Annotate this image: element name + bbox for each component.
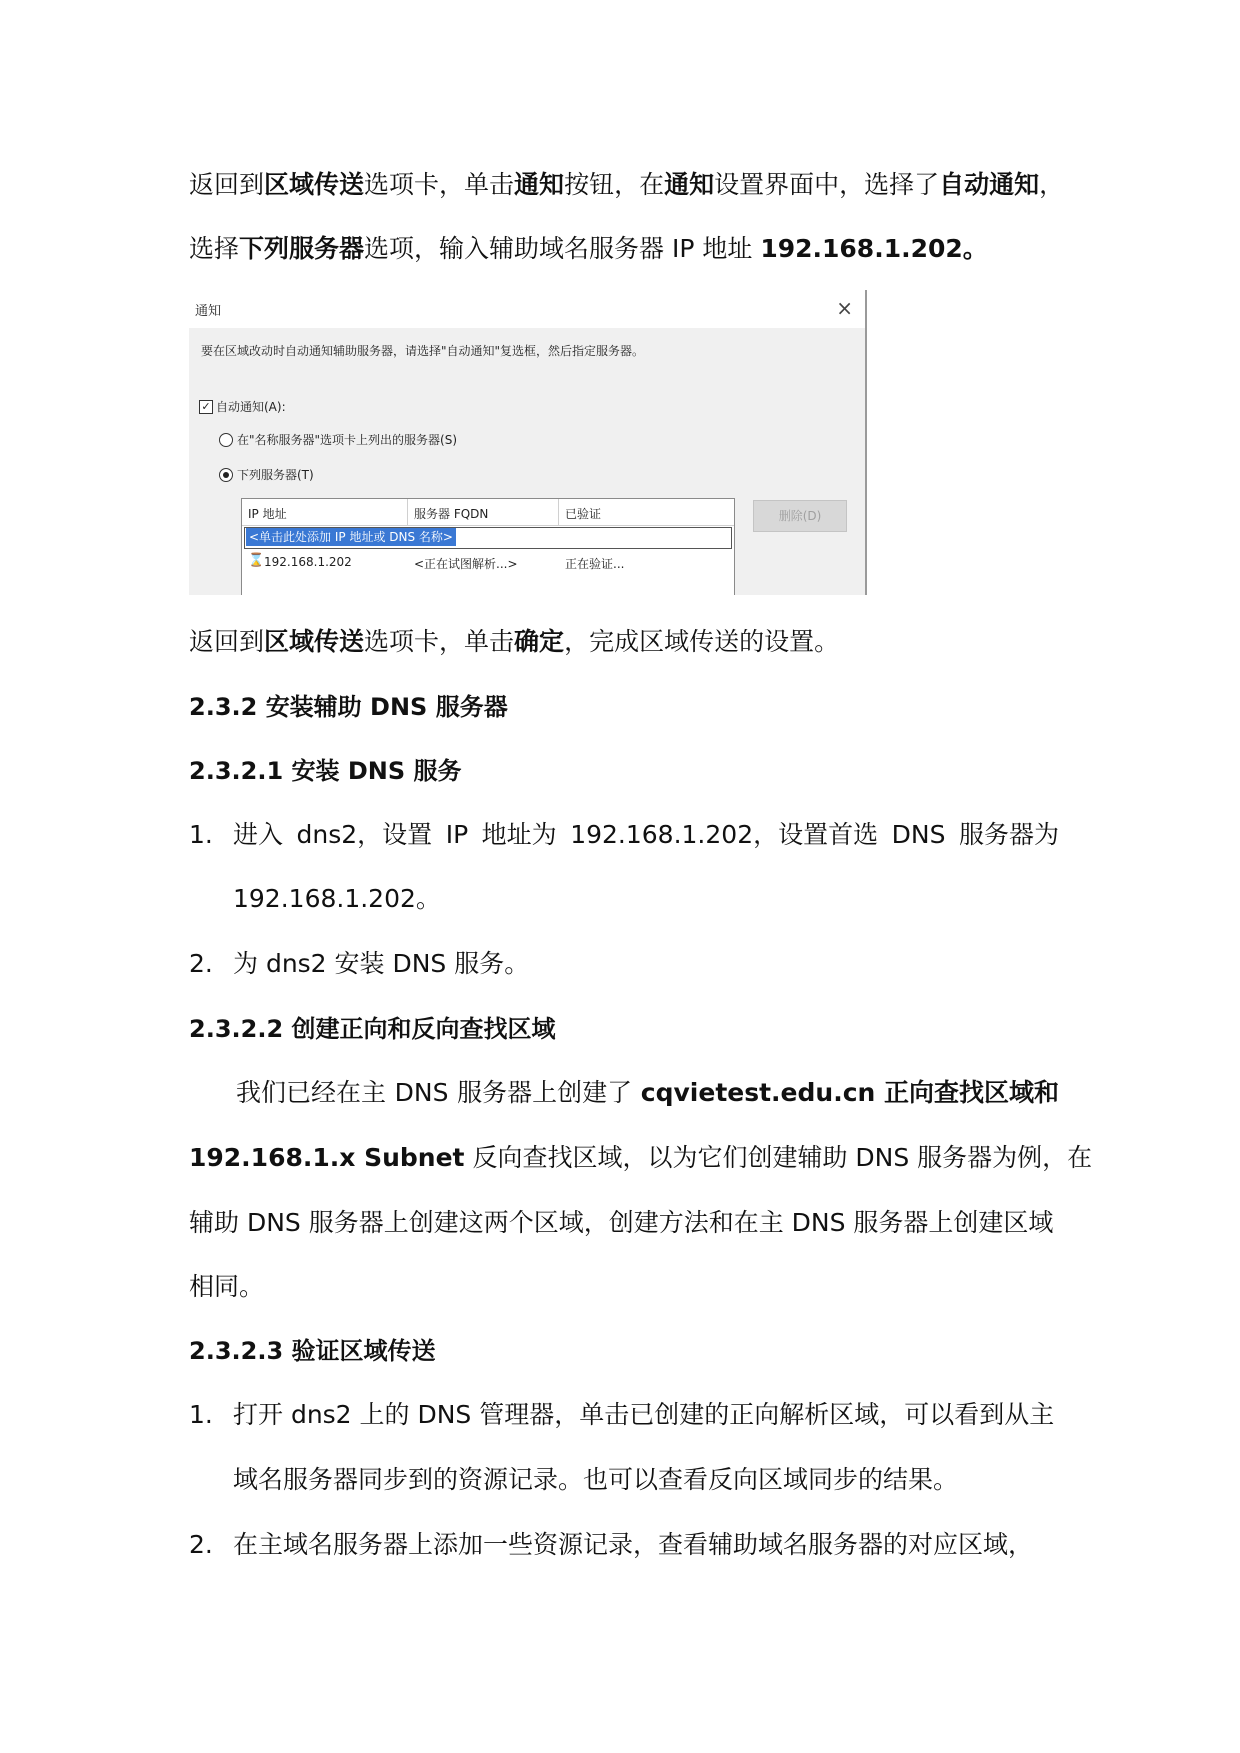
text-run: ，完成区域传送的设置。 xyxy=(564,627,840,656)
bold-term: 区域传送 xyxy=(264,627,365,656)
list-number: 1. xyxy=(189,820,213,849)
list-number: 2. xyxy=(189,949,213,978)
section-heading-2-3-2-3: 2.3.2.3 验证区域传送 xyxy=(189,1337,436,1365)
bold-term: 确定 xyxy=(514,627,565,656)
text-run: 反向查找区域，以为它们创建辅助 DNS 服务器为例，在 xyxy=(464,1143,1093,1172)
text-run: 返回到 xyxy=(189,170,265,199)
text-run: 我们已经在主 xyxy=(236,1078,387,1107)
list-item-2: 在主域名服务器上添加一些资源记录，查看辅助域名服务器的对应区域， xyxy=(233,1530,1034,1559)
server-list-table[interactable] xyxy=(241,498,735,595)
text-run: DNS xyxy=(394,1078,449,1107)
radio-following-servers[interactable] xyxy=(219,466,314,483)
list-item-1-line-2: 域名服务器同步到的资源记录。也可以查看反向区域同步的结果。 xyxy=(233,1465,959,1494)
list-item-2: 为 dns2 安装 DNS 服务。 xyxy=(233,949,530,978)
row-verified: 正在验证... xyxy=(565,557,625,571)
text-run: 选项卡，单击 xyxy=(364,170,515,199)
text-run: 选择 xyxy=(189,234,240,263)
auto-notify-label: 自动通知(A): xyxy=(216,400,286,414)
paragraph-line xyxy=(236,1076,1059,1110)
list-item-1-line-1 xyxy=(233,818,1059,852)
delete-button[interactable]: 删除(D) xyxy=(753,500,847,532)
bold-term: 192.168.1.x Subnet xyxy=(189,1143,465,1172)
radio-following-label: 下列服务器(T) xyxy=(237,468,314,482)
text-run: ， xyxy=(1039,170,1065,199)
add-server-placeholder[interactable]: <单击此处添加 IP 地址或 DNS 名称> xyxy=(246,528,456,546)
paragraph-line xyxy=(189,168,1065,202)
bold-term: 自动通知 xyxy=(939,170,1040,199)
row-fqdn: <正在试图解析...> xyxy=(414,557,518,571)
text-run: 地址为 xyxy=(481,820,557,849)
text-run: 服务器为 xyxy=(958,820,1059,849)
add-server-row[interactable] xyxy=(244,527,732,549)
text-run: 按钮，在 xyxy=(564,170,665,199)
paragraph-line xyxy=(189,232,1059,266)
column-header[interactable]: 服务器 FQDN xyxy=(414,507,489,521)
bold-term: 下列服务器 xyxy=(239,234,365,263)
section-heading-2-3-2: 2.3.2 安装辅助 DNS 服务器 xyxy=(189,693,508,721)
radio-off-icon xyxy=(219,433,233,447)
bold-term: 正向查找区域和 xyxy=(883,1078,1059,1107)
dialog-titlebar xyxy=(189,290,865,328)
column-divider xyxy=(558,499,559,525)
dialog-title: 通知 xyxy=(195,304,222,319)
text-run: 设置界面中，选择了 xyxy=(714,170,940,199)
paragraph-line xyxy=(189,625,1059,659)
list-number: 2. xyxy=(189,1530,213,1559)
text-run: 返回到 xyxy=(189,627,265,656)
section-heading-2-3-2-2: 2.3.2.2 创建正向和反向查找区域 xyxy=(189,1015,556,1043)
paragraph-line: 相同。 xyxy=(189,1272,265,1301)
text-run: 选项，输入辅助域名服务器 IP 地址 xyxy=(364,234,761,263)
text-run: DNS xyxy=(891,820,946,849)
close-icon[interactable]: × xyxy=(836,296,853,320)
table-header xyxy=(242,499,734,526)
text-run: dns2，设置 xyxy=(296,820,433,849)
column-header[interactable]: IP 地址 xyxy=(248,507,287,521)
list-number: 1. xyxy=(189,1400,213,1429)
text-run: 服务器上创建了 xyxy=(457,1078,633,1107)
row-ip: 192.168.1.202 xyxy=(264,555,352,569)
hourglass-icon: ⌛ xyxy=(248,553,265,568)
text-run: 选项卡，单击 xyxy=(364,627,515,656)
paragraph-line: 辅助 DNS 服务器上创建这两个区域，创建方法和在主 DNS 服务器上创建区域 xyxy=(189,1208,1054,1237)
bold-term: cqvietest.edu.cn xyxy=(640,1078,876,1107)
notify-dialog-screenshot xyxy=(189,290,867,595)
checkbox-checked-icon: ✓ xyxy=(199,400,213,414)
bold-term: 192.168.1.202。 xyxy=(760,234,988,263)
list-item-1-line-1: 打开 dns2 上的 DNS 管理器，单击已创建的正向解析区域，可以看到从主 xyxy=(233,1400,1055,1429)
paragraph-line xyxy=(189,1141,1093,1175)
auto-notify-checkbox[interactable] xyxy=(199,398,286,415)
dialog-description: 要在区域改动时自动通知辅助服务器，请选择"自动通知"复选框，然后指定服务器。 xyxy=(201,344,645,358)
text-run: 进入 xyxy=(233,820,284,849)
column-divider xyxy=(407,499,408,525)
text-run: IP xyxy=(445,820,469,849)
text-run: 192.168.1.202，设置首选 xyxy=(570,820,879,849)
bold-term: 区域传送 xyxy=(264,170,365,199)
column-header[interactable]: 已验证 xyxy=(565,507,602,521)
bold-term: 通知 xyxy=(514,170,565,199)
section-heading-2-3-2-1: 2.3.2.1 安装 DNS 服务 xyxy=(189,757,462,785)
list-item-1-line-2: 192.168.1.202。 xyxy=(233,884,441,913)
radio-listed-servers[interactable] xyxy=(219,431,457,448)
radio-listed-label: 在"名称服务器"选项卡上列出的服务器(S) xyxy=(237,433,458,447)
radio-on-icon xyxy=(219,468,233,482)
bold-term: 通知 xyxy=(664,170,715,199)
